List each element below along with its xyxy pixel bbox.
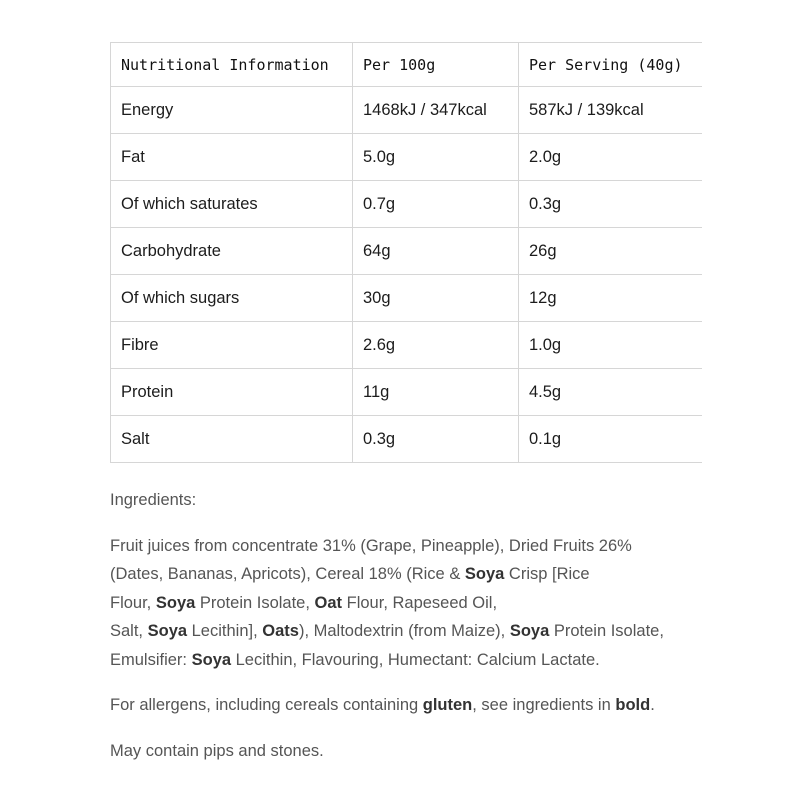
- value-per-serving: 12g: [519, 275, 702, 322]
- ingredients-line: [110, 646, 710, 675]
- value-per-100g: 64g: [353, 228, 519, 275]
- allergen-note-fragment: .: [650, 696, 655, 714]
- allergen-note-fragment: , see ingredients in: [472, 696, 616, 714]
- allergen-highlight: Soya: [155, 593, 196, 612]
- ingredients-fragment: (Dates, Bananas, Apricots), Cereal 18% (Rice &: [110, 565, 465, 583]
- ingredients-line: [110, 532, 710, 561]
- table-row: [111, 416, 702, 463]
- ingredients-fragment: Crisp [Rice: [504, 565, 590, 583]
- allergen-highlight: Soya: [147, 622, 188, 640]
- column-header-per-serving: Per Serving (40g): [519, 43, 702, 87]
- value-per-100g: 5.0g: [353, 134, 519, 181]
- value-per-serving: 587kJ / 139kcal: [519, 87, 702, 134]
- value-per-100g: 1468kJ / 347kcal: [353, 87, 519, 134]
- value-per-serving: 0.3g: [519, 181, 702, 228]
- ingredients-fragment: Protein Isolate,: [195, 593, 315, 612]
- table-row: [111, 369, 702, 416]
- table-row: [111, 181, 702, 228]
- nutrient-name: Carbohydrate: [111, 228, 353, 275]
- value-per-100g: 2.6g: [353, 322, 519, 369]
- nutrient-name: Protein: [111, 369, 353, 416]
- nutrient-name: Of which sugars: [111, 275, 353, 322]
- pips-warning: May contain pips and stones.: [110, 741, 324, 760]
- value-per-100g: 30g: [353, 275, 519, 322]
- allergen-highlight: bold: [615, 696, 651, 714]
- ingredients-fragment: Lecithin, Flavouring, Humectant: Calcium Lactate.: [231, 650, 600, 669]
- ingredients-fragment: Flour,: [110, 593, 156, 612]
- table-header-row: [111, 43, 702, 87]
- value-per-serving: 26g: [519, 228, 702, 275]
- table-row: [111, 134, 702, 181]
- ingredients-fragment: Fruit juices from concentrate 31% (Grape, Pineapple), Dried Fruits 26%: [110, 536, 632, 555]
- nutrition-table: [110, 42, 702, 463]
- allergen-note: [110, 691, 710, 720]
- ingredients-fragment: Emulsifier:: [110, 650, 192, 669]
- nutrient-name: Fat: [111, 134, 353, 181]
- column-header-nutrient: Nutritional Information: [111, 43, 353, 87]
- allergen-note-fragment: For allergens, including cereals containing: [110, 696, 423, 714]
- column-header-per-100g: Per 100g: [353, 43, 519, 87]
- allergen-highlight: Oats: [262, 622, 299, 640]
- value-per-serving: 1.0g: [519, 322, 702, 369]
- value-per-serving: 2.0g: [519, 134, 702, 181]
- allergen-highlight: Oat: [314, 593, 343, 612]
- value-per-100g: 0.7g: [353, 181, 519, 228]
- allergen-highlight: Soya: [509, 622, 550, 640]
- ingredients-line: [110, 617, 710, 646]
- table-row: [111, 228, 702, 275]
- value-per-100g: 11g: [353, 369, 519, 416]
- allergen-highlight: gluten: [422, 696, 473, 714]
- nutrient-name: Energy: [111, 87, 353, 134]
- allergen-highlight: Soya: [464, 565, 505, 583]
- value-per-100g: 0.3g: [353, 416, 519, 463]
- ingredients-fragment: Lecithin],: [187, 622, 263, 640]
- ingredients-line: [110, 589, 710, 618]
- nutrient-name: Fibre: [111, 322, 353, 369]
- table-row: [111, 87, 702, 134]
- ingredients-fragment: Salt,: [110, 622, 148, 640]
- allergen-highlight: Soya: [191, 650, 232, 669]
- value-per-serving: 0.1g: [519, 416, 702, 463]
- ingredients-fragment: Flour, Rapeseed Oil,: [342, 593, 498, 612]
- ingredients-fragment: Protein Isolate,: [549, 622, 664, 640]
- value-per-serving: 4.5g: [519, 369, 702, 416]
- ingredients-text: [110, 532, 710, 675]
- nutrient-name: Of which saturates: [111, 181, 353, 228]
- ingredients-fragment: ), Maltodextrin (from Maize),: [298, 622, 510, 640]
- table-row: [111, 322, 702, 369]
- ingredients-line: [110, 560, 710, 589]
- table-row: [111, 275, 702, 322]
- ingredients-section: [110, 486, 710, 765]
- nutrient-name: Salt: [111, 416, 353, 463]
- ingredients-heading: Ingredients:: [110, 491, 197, 509]
